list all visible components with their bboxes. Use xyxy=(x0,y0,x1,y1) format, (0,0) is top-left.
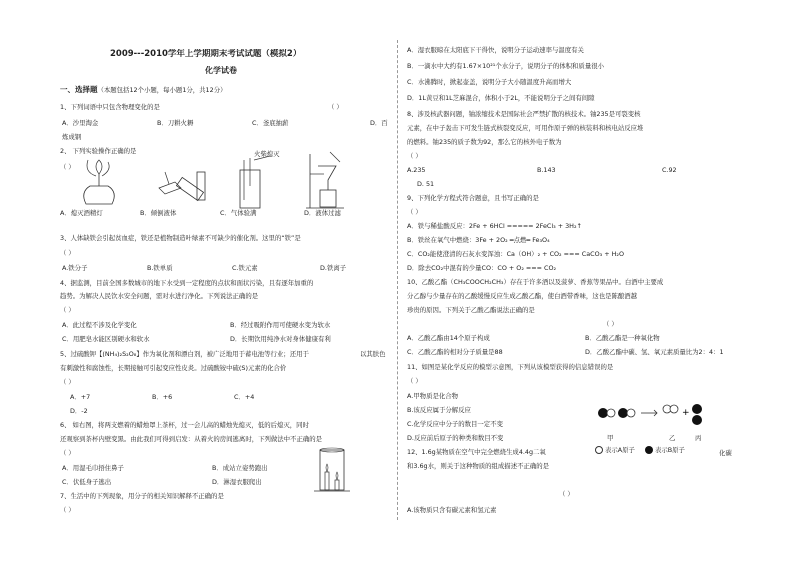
q11-label-jia: 甲 xyxy=(607,434,614,442)
q2-figure-gas-test xyxy=(230,156,276,212)
exam-subtitle: 化学试卷 xyxy=(205,66,237,75)
q6-line2: 还观察到茶杯内壁变黑。由此我们可得到启发：从着火的房间逃离时，下列做法中不正确的是 xyxy=(60,435,323,443)
q10-line2: 分乙醇与少量存在的乙酸缓慢反应生成乙酸乙酯，使白酒带香味，这也是陈酿酒越 xyxy=(407,292,638,300)
q2-figure-lamp xyxy=(78,152,124,208)
q6-option-b: B．成站立姿势跑出 xyxy=(212,464,268,472)
q4-answer-paren: （ ） xyxy=(60,306,75,314)
q2-stem: 2、 下列实验操作正确的是 xyxy=(60,147,137,155)
q6-option-a: A．用湿毛巾捂住鼻子 xyxy=(62,464,124,472)
q12-line1-end: 化碳 xyxy=(719,449,732,457)
q3-option-b: B.铁单质 xyxy=(147,264,173,272)
svg-text:+: + xyxy=(682,408,690,418)
q8-line3: 的燃料。铀235的质子数为92，那么它的核外电子数为 xyxy=(407,138,562,146)
q2-option-c: C．气体验满 xyxy=(220,209,257,217)
q6-line1: 6、 如右图，将两支燃着的蜡烛罩上茶杯，过一会儿高的蜡烛先熄灭，低的后熄灭，同时 xyxy=(60,421,309,429)
q10-options-row2 xyxy=(407,348,737,357)
q10-options-row1 xyxy=(407,334,737,343)
legend-b-atom-icon xyxy=(645,446,653,454)
q6-answer-paren: （ ） xyxy=(60,449,75,457)
q5-option-b: B．+6 xyxy=(152,393,173,401)
q8-options xyxy=(407,166,737,175)
q4-line2: 趋势。为解决人民饮水安全问题，需对水进行净化。下列说法正确的是 xyxy=(60,292,259,300)
q2-figure-label: 火柴熄灭 xyxy=(254,150,280,158)
q12-option-a: A.该物质只含有碳元素和氢元素 xyxy=(407,506,497,514)
q10-answer-paren: （ ） xyxy=(603,320,618,328)
q12-line2: 和3.6g水，则关于这种物质的组成描述不正确的是 xyxy=(407,462,550,470)
q11-reaction-model xyxy=(597,403,717,431)
q7-option-a: A．湿衣服晾在太阳底下干得快，说明分子运动速率与温度有关 xyxy=(407,46,584,54)
q11-option-d: D.反应前后原子的种类和数目不变 xyxy=(407,434,504,442)
q9-answer-paren: （ ） xyxy=(407,208,422,216)
q1-answer-paren: （ ） xyxy=(328,103,343,111)
column-divider xyxy=(397,40,398,520)
q10-option-b: B．乙酸乙酯是一种氧化物 xyxy=(585,334,660,342)
q3-stem: 3、人体缺铁会引起贫血症，铁还是植物制造叶绿素不可缺少的催化剂。这里的“铁”是 xyxy=(60,234,301,242)
q5-line2: 有刺激性和腐蚀性，长期接触可引起变应性皮炎。过硫酸铵中硫(S)元素的化合价 xyxy=(60,364,287,372)
q3-options xyxy=(62,264,392,273)
q10-option-a: A．乙酸乙酯由14个原子构成 xyxy=(407,334,490,342)
q10-option-d: D．乙酸乙酯中碳、氢、氧元素质量比为2：4：1 xyxy=(585,348,724,356)
q12-answer-paren: （ ） xyxy=(559,490,574,498)
q6-options-row1 xyxy=(62,464,312,473)
q3-option-c: C.铁元素 xyxy=(232,264,258,272)
q2-figure-filter xyxy=(304,150,350,210)
q7-option-d: D．1L黄豆和1L芝麻混合，体积小于2L，不能说明分子之间有间隙 xyxy=(407,94,595,102)
q5-option-a: A．+7 xyxy=(70,393,91,401)
q2-figure-pour xyxy=(155,158,217,204)
q4-options-row1 xyxy=(62,321,392,330)
q8-line2: 元素，在中子轰击下可发生链式核裂变反应，可用作原子弹的核装料和核电站反应堆 xyxy=(407,124,644,132)
q8-answer-paren: （ ） xyxy=(407,152,422,160)
q11-label-yi: 乙 xyxy=(669,434,676,442)
q4-option-d: D．长期饮用纯净水对身体健康有利 xyxy=(230,335,331,343)
q2-option-b: B．倾倒液体 xyxy=(140,209,177,217)
q11-option-b: B.该反应属于分解反应 xyxy=(407,406,471,414)
q1-option-d-cont: 炼成钢 xyxy=(62,133,82,141)
q1-option-c: C．釜底抽薪 xyxy=(252,119,289,127)
q1-stem: 1、下列词语中只包含物理变化的是 xyxy=(60,103,160,111)
q10-line3: 珍贵的原因。下列关于乙酸乙酯说法正确的是 xyxy=(407,306,535,314)
q9-option-d: D．除去CO₂中混有的少量CO：CO + O₂ === CO₂ xyxy=(407,264,557,272)
q2-answer-paren: （ ） xyxy=(60,163,75,171)
q4-option-a: A．此过程不涉及化学变化 xyxy=(62,321,137,329)
q5-option-d: D．-2 xyxy=(70,407,88,415)
q5-line1: 5、过硫酸钾【(NH₄)₂S₂O₈】作为氧化剂和漂白剂，被广泛地用于蓄电池等行业；还用于 xyxy=(60,350,309,358)
q3-option-d: D.铁离子 xyxy=(320,264,347,272)
q9-option-c: C．CO₂能使澄清的石灰水变浑浊：Ca（OH）₂ + CO₂ === CaCO₃ + H₂O xyxy=(407,250,624,258)
q11-legend xyxy=(595,446,685,455)
q6-option-c: C．伏低身子逃出 xyxy=(62,478,112,486)
q1-options xyxy=(62,119,392,128)
q11-label-bing: 丙 xyxy=(695,434,702,442)
section-1-heading xyxy=(60,85,226,95)
q2-option-d: D．液体过滤 xyxy=(304,209,341,217)
q1-option-a: A．沙里淘金 xyxy=(62,119,99,127)
legend-a-text: 表示A原子 xyxy=(605,446,635,454)
q8-option-d: D. 51 xyxy=(417,180,435,188)
q11-stem: 11、如图是某化学反应的模型示意图，下列从该模型获得的信息错误的是 xyxy=(407,363,614,371)
q9-option-b: B．铁丝在氧气中燃烧：3Fe + 2O₂ ═点燃═ Fe₃O₄ xyxy=(407,236,550,244)
q8-option-b: B.143 xyxy=(537,166,556,174)
q8-option-a: A.235 xyxy=(407,166,426,174)
q5-answer-paren: （ ） xyxy=(60,378,75,386)
q1-option-d: D．百 xyxy=(370,119,388,127)
section-1-title: 一、选择题 xyxy=(60,85,98,94)
q2-option-a: A．熄灭酒精灯 xyxy=(60,209,103,217)
q3-option-a: A.铁分子 xyxy=(62,264,88,272)
exam-title: 2009---2010学年上学期期末考试试题（模拟2） xyxy=(110,49,302,59)
q7-option-c: C．水沸腾时，掀起壶盖，说明分子大小随温度升高而增大 xyxy=(407,78,572,86)
q4-options-row2 xyxy=(62,335,392,344)
q8-option-c: C.92 xyxy=(662,166,677,174)
q1-option-b: B．刀耕火耨 xyxy=(157,119,194,127)
q7-option-b: B．一滴水中大约有1.67×10²¹个水分子，说明分子的体积和质量很小 xyxy=(407,62,604,70)
q5-option-c: C．+4 xyxy=(234,393,255,401)
q11-answer-paren: （ ） xyxy=(407,377,422,385)
q9-stem: 9、下列化学方程式符合题意，且书写正确的是 xyxy=(407,194,539,202)
legend-b-text: 表示B原子 xyxy=(654,446,685,454)
q9-option-a: A．铁与稀盐酸反应：2Fe + 6HCl ===== 2FeCl₃ + 3H₂↑ xyxy=(407,222,582,230)
q7-stem: 7、生活中的下列现象，用分子的相关知识解释不正确的是 xyxy=(60,492,224,500)
q12-line1: 12、1.6g某物质在空气中完全燃烧生成4.4g二氧 xyxy=(407,448,546,456)
q5-options xyxy=(70,393,390,402)
q11-option-a: A.甲物质是化合物 xyxy=(407,392,459,400)
q8-line1: 8、涉及核武器问题，铀浓缩技术是国际社会严禁扩散的核技术。铀235是可裂变核 xyxy=(407,110,641,118)
q4-option-b: B．经过吸附作用可使硬水变为软水 xyxy=(230,321,331,329)
q7-answer-paren: （ ） xyxy=(60,506,75,514)
legend-a-atom-icon xyxy=(595,446,603,454)
q6-option-d: D．淋湿衣服爬出 xyxy=(212,478,262,486)
q4-option-c: C．用肥皂水能区别硬水和软水 xyxy=(62,335,150,343)
q4-line1: 4、据监测，目前全国多数城市的地下水受到一定程度的点状和面状污染，且有逐年加重的 xyxy=(60,279,314,287)
q6-candle-figure xyxy=(312,446,352,496)
q6-options-row2 xyxy=(62,478,312,487)
q10-option-c: C．乙酸乙酯的相对分子质量是88 xyxy=(407,348,503,356)
q10-line1: 10、乙酸乙酯（CH₃COOCH₂CH₃）存在于许多酒以及菠萝、香蕉等果品中。白酒中主要成 xyxy=(407,278,664,286)
q11-option-c: C.化学反应中分子的数目一定不变 xyxy=(407,420,503,428)
q5-line1-end: 以其肤色 xyxy=(360,350,386,358)
q2-options xyxy=(60,209,390,218)
section-1-note: （本题包括12个小题，每小题1分，共12分） xyxy=(97,86,227,94)
q3-answer-paren: （ ） xyxy=(60,249,75,257)
